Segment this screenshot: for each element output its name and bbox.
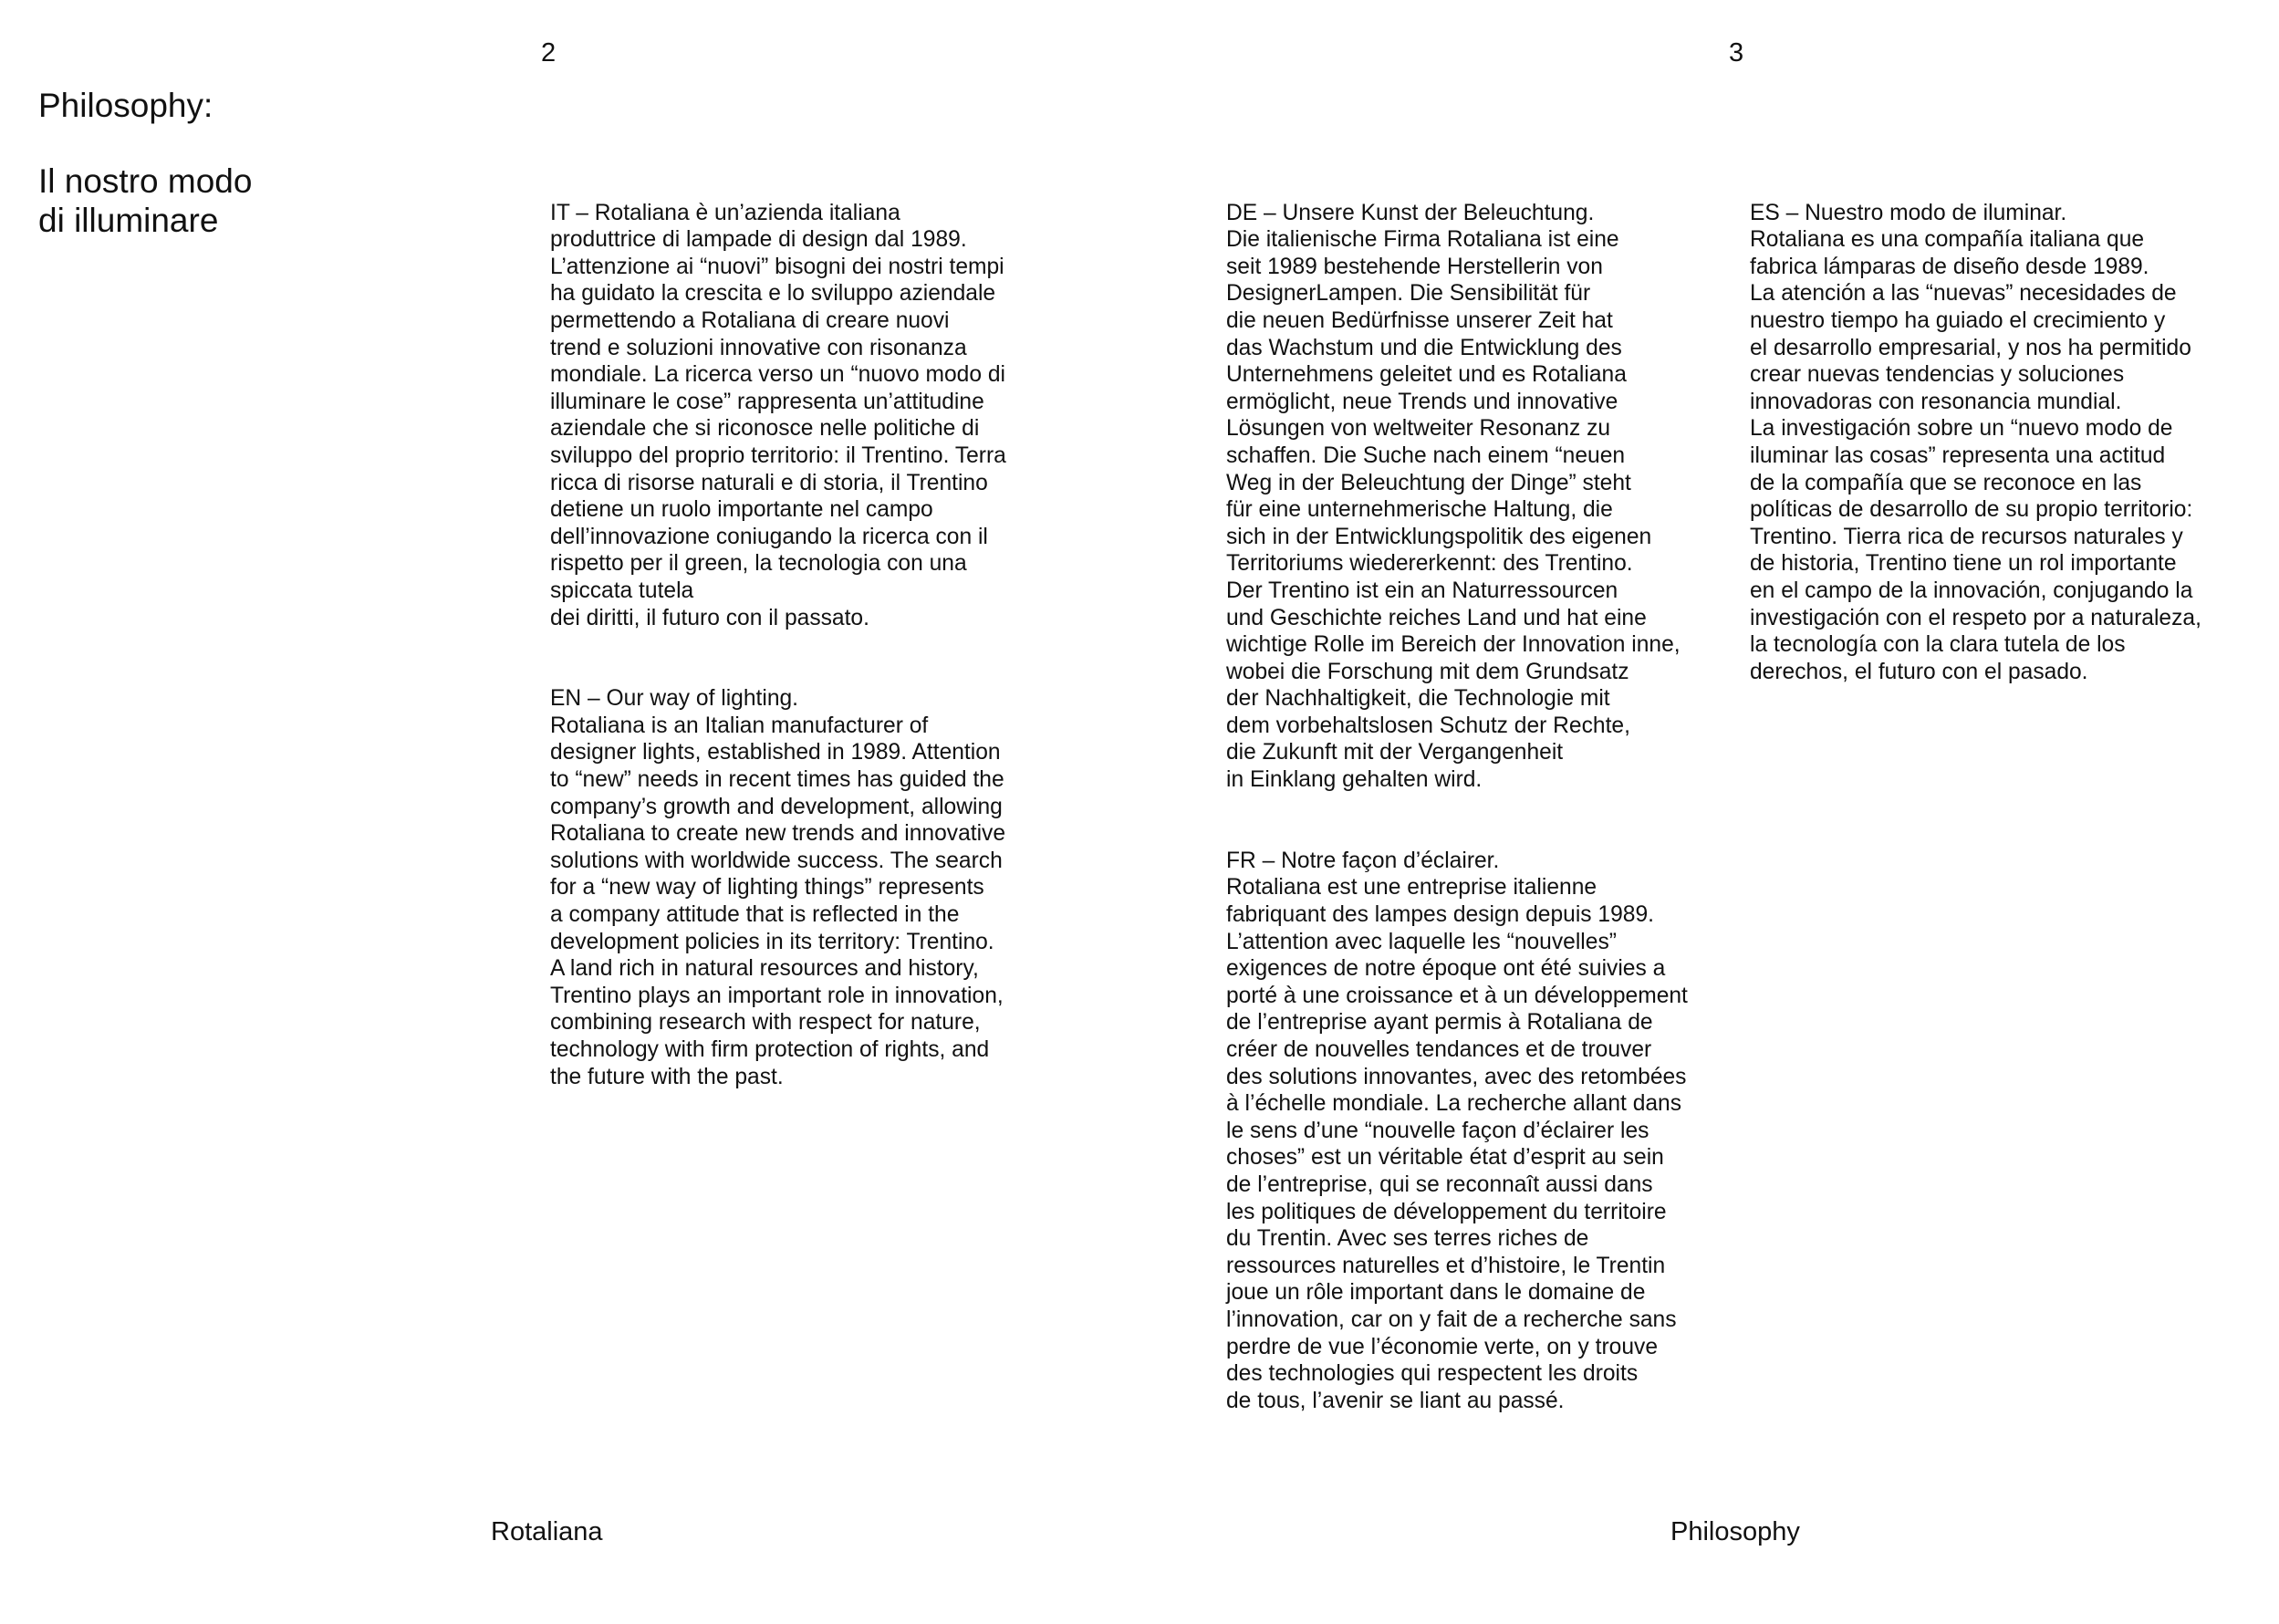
column-italian-english [550,172,1088,1144]
page-number-right: 3 [1729,38,1744,68]
column-german-french [1226,172,1751,1469]
section-es: ES – Nuestro modo de iluminar. Rotaliana es una compañía italiana que fabrica lámparas de diseño desde 1989. La atención a las “nuevas” necesidades de nuestro tiempo ha guiado el crecimiento y el desarrollo empresarial, y nos ha permitido crear nuevas tendencias y soluciones innovadoras con resonancia mundial. La investigación sobre un “nuevo modo de iluminar las cosas” representa una actitud de la compañía que se reconoce en las políticas de desarrollo de su propio territorio: Trentino. Tierra rica de recursos naturales y de historia, Trentino tiene un rol importante en el campo de la innovación, conjugando la investigación con el respeto por a naturaleza, la tecnología con la clara tutela de los derechos, el futuro con el pasado. [1750,200,2201,684]
section-fr: FR – Notre façon d’éclairer. Rotaliana est une entreprise italienne fabriquant des lampes design depuis 1989. L’attention avec laquelle les “nouvelles” exigences de notre époque ont été suivies a porté à une croissance et à un développement de l’entreprise ayant permis à Rotaliana de créer de nouvelles tendances et de trouver des solutions innovantes, avec des retombées à l’échelle mondiale. La recherche allant dans le sens d’une “nouvelle façon d’éclairer les choses” est un véritable état d’esprit au sein de l’entreprise, qui se reconnaît aussi dans les politiques de développement du territoire du Trentin. Avec ses terres riches de ressources naturelles et d’histoire, le Trentin joue un rôle important dans le domaine de l’innovation, car on y fait de a recherche sans perdre de vue l’économie verte, on y trouve des technologies qui respectent les droits de tous, l’avenir se liant au passé. [1226,848,1688,1413]
column-spanish [1750,172,2261,739]
subtitle-line-2: di illuminare [38,202,219,239]
page-title: Philosophy: [38,87,213,124]
section-it: IT – Rotaliana è un’azienda italiana produttrice di lampade di design dal 1989. L’attenzione ai “nuovi” bisogni dei nostri tempi ha guidato la crescita e lo sviluppo aziendale permettendo a Rotaliana di creare nuovi trend e soluzioni innovative con risonanza mondiale. La ricerca verso un “nuovo modo di illuminare le cose” rappresenta un’attitudine aziendale che si riconosce nelle politiche di sviluppo del proprio territorio: il Trentino. Terra ricca di risorse naturali e di storia, il Trentino detiene un ruolo importante nel campo dell’innovazione coniugando la ricerca con il rispetto per il green, la tecnologia con una spiccata tutela dei diritti, il futuro con il passato. [550,200,1006,630]
page-subtitle [38,161,494,240]
footer-section-name: Philosophy [1670,1517,1800,1546]
footer-brand: Rotaliana [491,1517,603,1546]
section-en: EN – Our way of lighting. Rotaliana is an Italian manufacturer of designer lights, established in 1989. Attention to “new” needs in recent times has guided the company’s growth and development, allowing Rotaliana to create new trends and innovative solutions with worldwide success. The search for a “new way of lighting things” represents a company attitude that is reflected in the development policies in its territory: Trentino. A land rich in natural resources and history, Trentino plays an important role in innovation, combining research with respect for nature, technology with firm protection of rights, and the future with the past. [550,686,1006,1089]
subtitle-line-1: Il nostro modo [38,162,253,200]
section-de: DE – Unsere Kunst der Beleuchtung. Die italienische Firma Rotaliana ist eine seit 1989 bestehende Herstellerin von DesignerLampen. Die Sensibilität für die neuen Bedürfnisse unserer Zeit hat das Wachstum und die Entwicklung des Unternehmens geleitet und es Rotaliana ermöglicht, neue Trends und innovative Lösungen von weltweiter Resonanz zu schaffen. Die Suche nach einem “neuen Weg in der Beleuchtung der Dinge” steht für eine unternehmerische Haltung, die sich in der Entwicklungspolitik des eigenen Territoriums wiedererkennt: des Trentino. Der Trentino ist ein an Naturressourcen und Geschichte reiches Land und hat eine wichtige Rolle im Bereich der Innovation inne, wobei die Forschung mit dem Grundsatz der Nachhaltigkeit, die Technologie mit dem vorbehaltslosen Schutz der Rechte, die Zukunft mit der Vergangenheit in Einklang gehalten wird. [1226,200,1681,793]
page-number-left: 2 [541,38,557,68]
